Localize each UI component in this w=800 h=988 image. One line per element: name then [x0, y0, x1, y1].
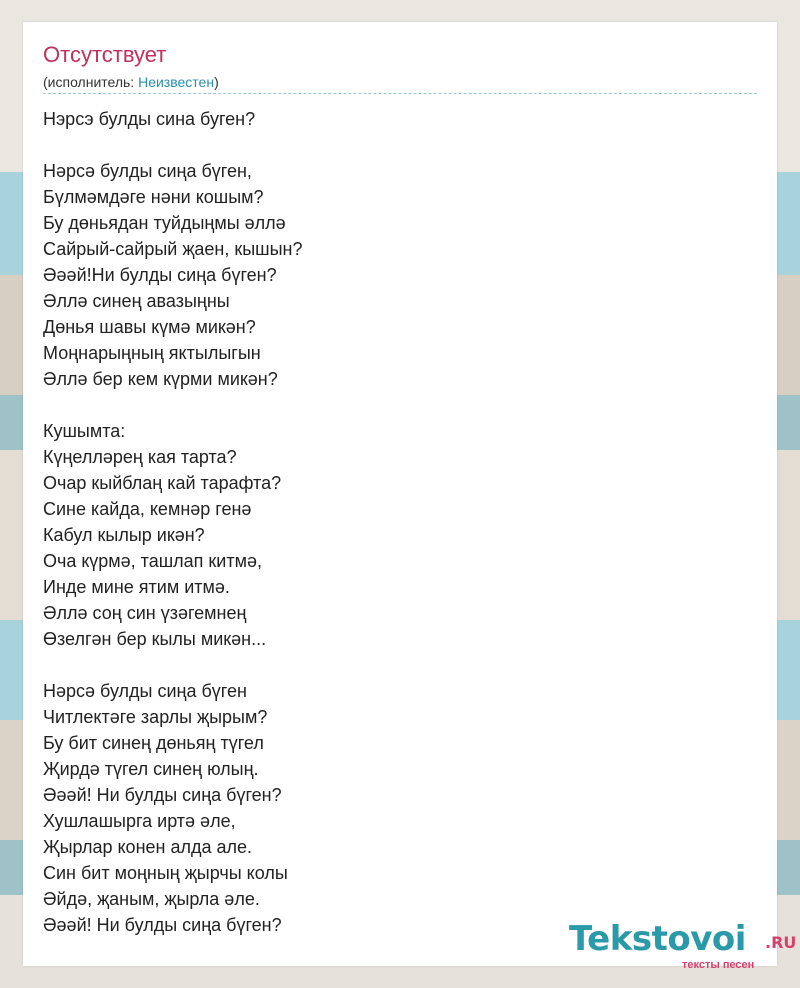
- lyric-line: Бүлмәмдәге нәни кошым?: [43, 187, 264, 207]
- lyric-line: Сине кайда, кемнәр генә: [43, 499, 252, 519]
- lyric-line: Бу бит синең дөньяң түгел: [43, 733, 264, 753]
- lyric-line: Әллә синең авазыңны: [43, 291, 230, 311]
- lyric-line: Өзелгән бер кылы микән...: [43, 629, 267, 649]
- lyric-line: Әәәй!Ни булды сиңа бүген?: [43, 265, 277, 285]
- lyric-line: [43, 132, 743, 158]
- lyric-line: Сайрый-сайрый җаен, кышын?: [43, 239, 303, 259]
- lyric-line: Әллә бер кем күрми микән?: [43, 369, 278, 389]
- lyric-line: Син бит моңның җырчы колы: [43, 863, 288, 883]
- lyric-line: Җирдә түгел синең юлың.: [43, 759, 259, 779]
- lyric-line: Оча күрмә, ташлап китмә,: [43, 551, 262, 571]
- lyric-line: Читлектәге зарлы җырым?: [43, 707, 268, 727]
- lyric-line: Очар кыйблаң кай тарафта?: [43, 473, 282, 493]
- lyric-line: Кушымта:: [43, 421, 126, 441]
- divider: [43, 93, 757, 94]
- lyric-line: Күңелләрең кая тарта?: [43, 447, 237, 467]
- lyric-line: [43, 652, 743, 678]
- lyric-line: Бу дөньядан туйдыңмы әллә: [43, 213, 286, 233]
- lyric-line: Хушлашырга иртә әле,: [43, 811, 236, 831]
- artist-suffix: ): [214, 74, 219, 90]
- lyric-line: Дөнья шавы күмә микән?: [43, 317, 256, 337]
- lyric-line: Әәәй! Ни булды сиңа бүген?: [43, 915, 282, 935]
- lyric-line: Моңнарыңның яктылыгын: [43, 343, 261, 363]
- lyric-line: Әллә соң син үзәгемнең: [43, 603, 247, 623]
- site-logo[interactable]: [569, 919, 799, 969]
- lyric-line: Нэрсэ булды сина буген?: [43, 109, 256, 129]
- artist-line: [43, 74, 219, 90]
- logo-tld: .RU: [765, 933, 797, 952]
- lyric-line: Нәрсә булды сиңа бүген,: [43, 161, 252, 181]
- lyric-line: [43, 392, 743, 418]
- logo-wordmark: Tekstovoi: [569, 919, 746, 959]
- artist-link[interactable]: Неизвестен: [138, 74, 215, 90]
- song-title: Отсутствует: [43, 42, 167, 67]
- lyrics-text: [43, 106, 743, 938]
- artist-prefix: (исполнитель:: [43, 74, 139, 90]
- lyric-line: Әәәй! Ни булды сиңа бүген?: [43, 785, 282, 805]
- lyric-line: Кабул кылыр икән?: [43, 525, 205, 545]
- logo-tagline: тексты песен: [682, 959, 755, 971]
- lyrics-card: [23, 22, 797, 971]
- lyric-line: Нәрсә булды сиңа бүген: [43, 681, 247, 701]
- lyric-line: Әйдә, җаным, җырла әле.: [43, 889, 260, 909]
- lyric-line: Инде мине ятим итмә.: [43, 577, 230, 597]
- lyric-line: Җырлар конен алда але.: [43, 837, 253, 857]
